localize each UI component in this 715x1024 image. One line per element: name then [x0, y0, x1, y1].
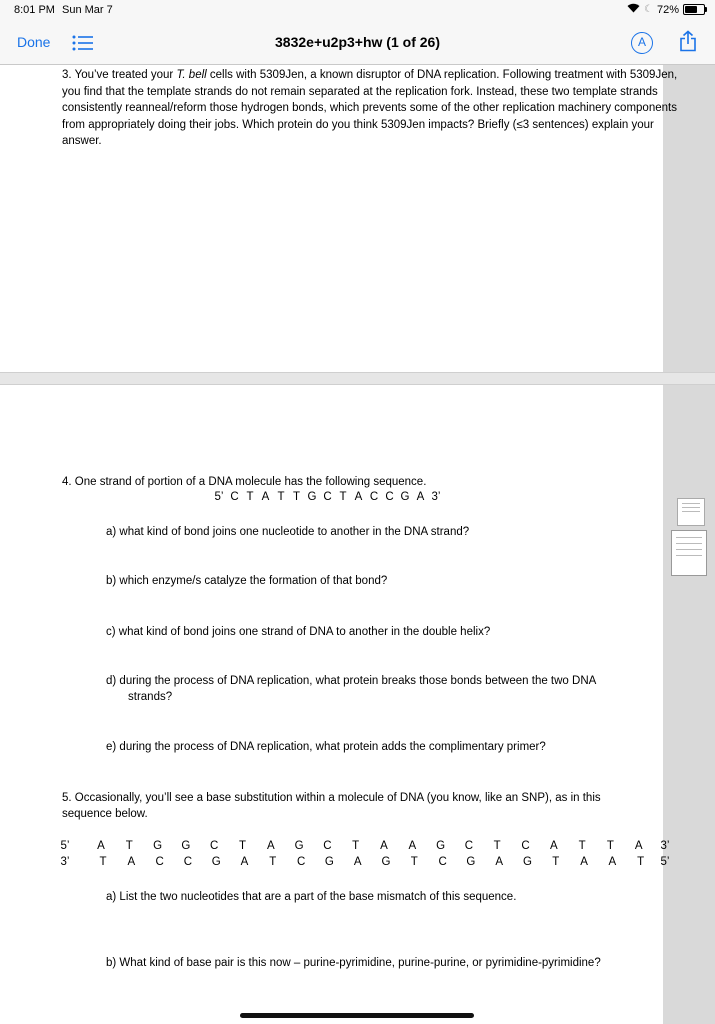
nucleotide: T	[292, 491, 301, 503]
thumbnail-page-1[interactable]	[677, 498, 705, 526]
moon-icon: ☾	[644, 4, 653, 15]
nucleotide: G	[153, 840, 163, 852]
q3-prefix: 3. You’ve treated your	[62, 69, 177, 81]
nucleotide: G	[324, 856, 334, 868]
nucleotide: 5’	[214, 491, 224, 503]
wifi-icon	[627, 3, 640, 16]
nucleotide: T	[125, 840, 133, 852]
nucleotide: A	[380, 840, 388, 852]
nucleotide: T	[277, 491, 285, 503]
status-time: 8:01 PM	[14, 4, 55, 16]
nucleotide: A	[495, 856, 504, 868]
nucleotide: T	[578, 840, 586, 852]
q3-text: cells with 5309Jen, a known disruptor of DNA replication. Following treatment with 5309Jen, you find that the template strands do not remain separated at the replication fork. Instead, these two template strands consistently reanneal/reform those hydrogen bonds, which prevents some of the other replication machinery components from appropriately doing their jobs. Which protein do you think 5309Jen impacts? Briefly (≤3 sentences) explain your answer.	[62, 69, 678, 147]
nucleotide: A	[127, 856, 136, 868]
nucleotide: G	[523, 856, 532, 868]
nucleotide: G	[436, 840, 446, 852]
battery-icon	[683, 4, 705, 15]
question-4e: e) during the process of DNA replication, what protein adds the complimentary primer?	[106, 741, 546, 753]
nucleotide: C	[323, 840, 332, 852]
nucleotide: C	[464, 840, 474, 852]
strand-end-label: 3’	[660, 840, 670, 852]
question-4-intro: 4. One strand of portion of a DNA molecule has the following sequence.	[62, 476, 427, 488]
nucleotide: C	[385, 491, 394, 503]
nucleotide: T	[246, 491, 254, 503]
nucleotide: G	[307, 491, 317, 503]
strand-label: 3’	[60, 856, 70, 868]
status-date: Sun Mar 7	[62, 4, 113, 16]
nucleotide: C	[438, 856, 447, 868]
share-icon[interactable]	[679, 30, 697, 52]
nucleotide: T	[606, 840, 614, 852]
nucleotide: C	[230, 491, 239, 503]
strand-end-label: 5’	[660, 856, 670, 868]
done-button[interactable]: Done	[17, 34, 51, 50]
nucleotide: A	[261, 491, 270, 503]
nucleotide: G	[294, 840, 304, 852]
question-4d-cont: strands?	[128, 691, 173, 703]
home-indicator	[240, 1013, 474, 1018]
page-divider	[0, 372, 715, 385]
pdf-page-2	[0, 385, 670, 1024]
nucleotide: A	[240, 856, 249, 868]
document-title: 3832e+u2p3+hw (1 of 26)	[275, 34, 440, 50]
question-4a: a) what kind of bond joins one nucleotide to another in the DNA strand?	[106, 526, 470, 538]
status-bar	[0, 0, 715, 20]
q3-italic: T. bell	[176, 69, 207, 81]
nucleotide: A	[266, 840, 275, 852]
markup-icon[interactable]: A	[631, 32, 653, 54]
nucleotide: A	[97, 840, 105, 852]
nucleotide: C	[296, 856, 306, 868]
battery-fill	[685, 6, 697, 13]
nucleotide: C	[210, 840, 219, 852]
question-4b: b) which enzyme/s catalyze the formation of that bond?	[106, 575, 388, 587]
question-5b: b) What kind of base pair is this now – purine-pyrimidine, purine-purine, or pyrimidine-pyrimidine?	[106, 957, 601, 969]
nucleotide: T	[410, 856, 418, 868]
battery-percent: 72%	[656, 3, 679, 16]
nucleotide: C	[521, 840, 530, 852]
nucleotide: T	[552, 856, 560, 868]
question-3	[62, 67, 692, 150]
nucleotide: G	[181, 840, 191, 852]
nucleotide: C	[323, 491, 332, 503]
nucleotide: 3’	[431, 491, 441, 503]
nucleotide: A	[634, 840, 643, 852]
nucleotide: C	[183, 856, 193, 868]
nucleotide: A	[353, 856, 362, 868]
nucleotide: C	[155, 856, 164, 868]
strand-label: 5’	[60, 840, 70, 852]
question-5a: a) List the two nucleotides that are a part of the base mismatch of this sequence.	[106, 891, 517, 903]
question-4c: c) what kind of bond joins one strand of DNA to another in the double helix?	[106, 626, 491, 638]
nucleotide: G	[381, 856, 391, 868]
nucleotide: A	[608, 856, 617, 868]
nucleotide: T	[99, 856, 107, 868]
pdf-page-1	[0, 65, 678, 372]
nucleotide: T	[493, 840, 501, 852]
nucleotide: A	[408, 840, 417, 852]
thumbnail-page-2[interactable]	[671, 530, 707, 576]
nucleotide: T	[269, 856, 277, 868]
nucleotide: A	[549, 840, 558, 852]
question-4d: d) during the process of DNA replication, what protein breaks those bonds between the two DNA	[106, 675, 597, 687]
nucleotide: G	[400, 491, 410, 503]
nucleotide: A	[416, 491, 425, 503]
question-5-intro: 5. Occasionally, you’ll see a base substitution within a molecule of DNA (you know, like an SNP), as in this sequence below.	[62, 792, 601, 820]
nucleotide: T	[238, 840, 247, 852]
nucleotide: T	[339, 491, 347, 503]
nucleotide: A	[580, 856, 588, 868]
nucleotide: G	[466, 856, 476, 868]
nav-bar	[0, 20, 715, 65]
nucleotide: C	[369, 491, 379, 503]
status-right	[627, 3, 705, 16]
nucleotide: T	[637, 856, 645, 868]
nucleotide: T	[352, 840, 360, 852]
nucleotide: G	[211, 856, 221, 868]
nucleotide: A	[354, 491, 363, 503]
